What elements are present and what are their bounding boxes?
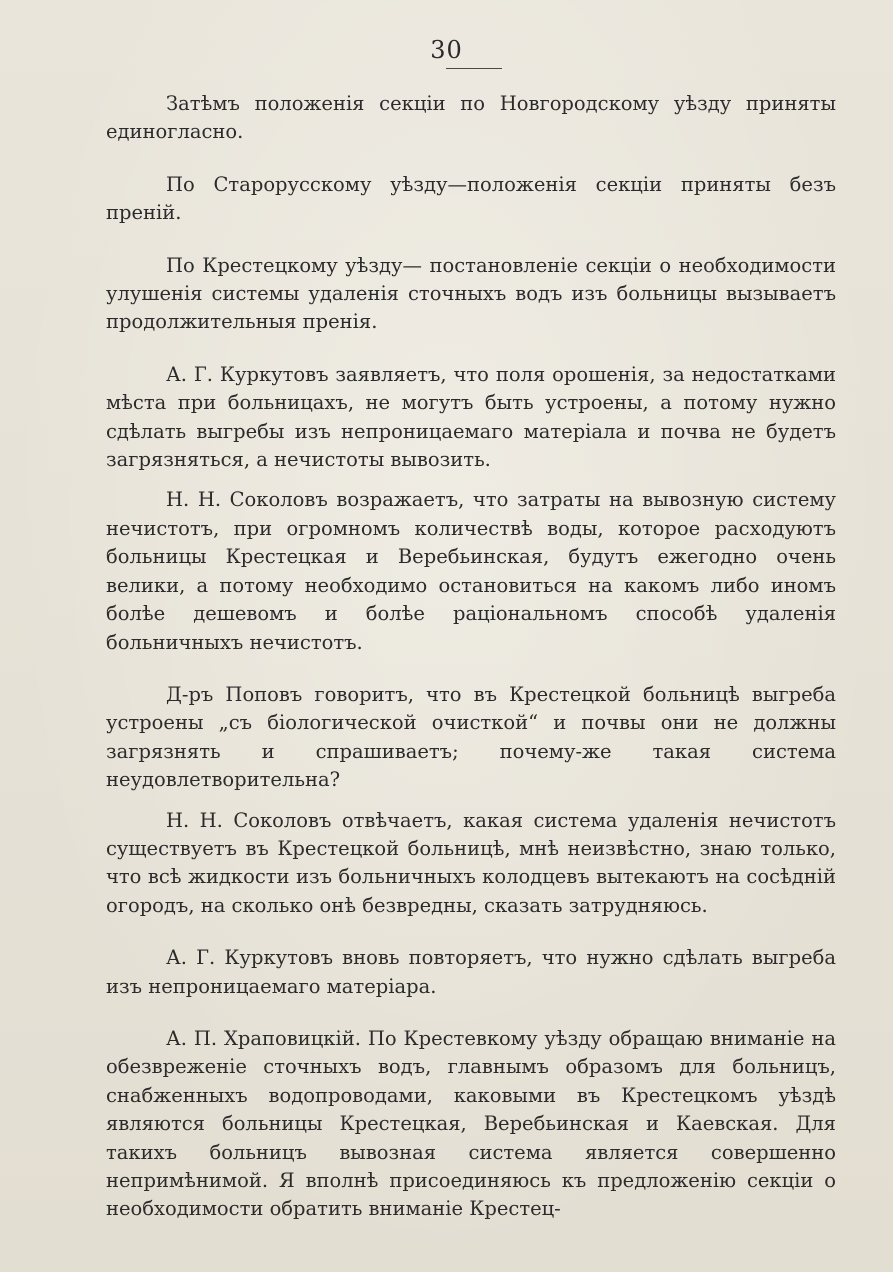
paragraph: По Крестецкому уѣзду— постановленіе секціи о необходимости улушенія системы удаленія сточныхъ водъ изъ больницы вызываетъ продолжительныя пренія.: [106, 253, 836, 334]
paragraph: А. Г. Куркутовъ заявляетъ, что поля орошенія, за недостатками мѣста при больницахъ, не могутъ быть устроены, а потому нужно сдѣлать выгребы изъ непроницаемаго матеріала и почва не будетъ загрязняться, а нечистоты вывозить.: [106, 362, 836, 472]
paragraph: По Старорусскому уѣзду—положенія секціи приняты безъ преній.: [106, 172, 836, 225]
paragraph: Н. Н. Соколовъ отвѣчаетъ, какая система удаленія нечистотъ существуетъ въ Крестецкой больницѣ, мнѣ неизвѣстно, знаю только, что всѣ жидкости изъ больничныхъ колодцевъ вытекаютъ на сосѣдній огородъ, на сколько онѣ безвредны, сказать затрудняюсь.: [106, 808, 836, 917]
paragraph: Затѣмъ положенія секціи по Новгородскому уѣзду приняты единогласно.: [106, 92, 836, 144]
page-number-rule: [446, 68, 502, 69]
paragraph: Н. Н. Соколовъ возражаетъ, что затраты на вывозную систему нечистотъ, при огромномъ количествѣ воды, которое расходуютъ больницы Крестецкая и Веребьинская, будутъ ежегодно очень велики, а потому необходимо остановиться на какомъ либо иномъ болѣе дешевомъ и болѣе раціональномъ способѣ удаленія больничныхъ нечистотъ.: [106, 488, 836, 654]
paragraph: А. П. Храповицкій. По Крестевкому уѣзду обращаю вниманіе на обезвреженіе сточныхъ водъ, главнымъ образомъ для больницъ, снабженныхъ водопроводами, каковыми въ Крестецкомъ уѣздѣ являются больницы Крестецкая, Веребьинская и Каевская. Для такихъ больницъ вывозная система является совершенно непримѣнимой. Я вполнѣ присоединяюсь къ предложенію секціи о необходимости обратить вниманіе Крестец-: [106, 1026, 836, 1221]
body-text: [106, 90, 836, 1224]
paragraph: А. Г. Куркутовъ вновь повторяетъ, что нужно сдѣлать выгреба изъ непроницаемаго матеріара.: [106, 946, 836, 998]
paragraph: Д-ръ Поповъ говоритъ, что въ Крестецкой больницѣ выгреба устроены „съ біологической очисткой“ и почвы они не должны загрязнять и спрашиваетъ; почему-же такая система неудовлетворительна?: [106, 682, 836, 792]
page-number: 30: [430, 36, 463, 64]
